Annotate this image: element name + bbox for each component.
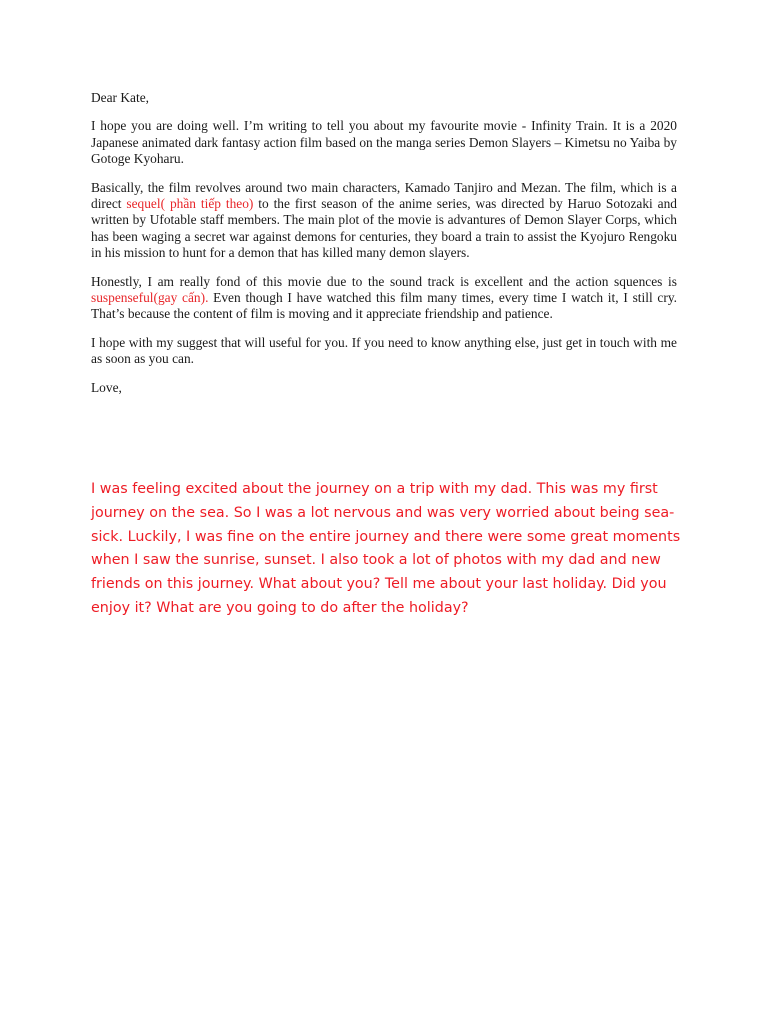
paragraph-3-text-start: Honestly, I am really fond of this movie due to the sound track is excellent and the action squences is <box>91 273 677 289</box>
red-note-paragraph: I was feeling excited about the journey on a trip with my dad. This was my first journey on the sea. So I was a lot nervous and was very worried about being sea-sick. Luckily, I was fine on the entire journey and there were some great moments when I saw the sunrise, sunset. I also took a lot of photos with my dad and new friends on this journey. What about you? Tell me about your last holiday. Did you enjoy it? What are you going to do after the holiday? <box>91 481 681 616</box>
letter-paragraph-3 <box>91 274 677 323</box>
letter-paragraph-1: I hope you are doing well. I’m writing to tell you about my favourite movie - Infinity Train. It is a 2020 Japanese animated dark fantasy action film based on the manga series Demon Slayers – Kimetsu no Yaiba by Gotoge Kyoharu. <box>91 118 677 167</box>
paragraph-3-translation-note: suspenseful(gay cấn). <box>91 290 209 306</box>
paragraph-2-translation-note: sequel( phần tiếp theo) <box>126 196 254 212</box>
letter-paragraph-4: I hope with my suggest that will useful for you. If you need to know anything else, just get in touch with me as soon as you can. <box>91 334 677 367</box>
letter-closing: Love, <box>91 379 122 395</box>
paragraph-2-text-end: to the first season of the anime series, was directed by Haruo Sotozaki and written by Ufotable staff members. The main plot of the movie is advantures of Demon Slayer Corps, which has been waging a secret war against demons for centuries, they board a train to assist the Kyojuro Rengoku in his mission to hunt for a demon that has killed many demon slayers. <box>91 196 677 261</box>
paragraph-2-text-start: Basically, the film revolves around two main characters, Kamado Tanjiro and Mezan. The film, which is a direct <box>91 179 677 212</box>
paragraph-3-text-end: Even though I have watched this film many times, every time I watch it, I still cry. That’s because the content of film is moving and it appreciate friendship and patience. <box>91 290 677 322</box>
letter-body <box>91 90 677 408</box>
letter-paragraph-2 <box>91 180 677 262</box>
letter-greeting: Dear Kate, <box>91 90 149 105</box>
